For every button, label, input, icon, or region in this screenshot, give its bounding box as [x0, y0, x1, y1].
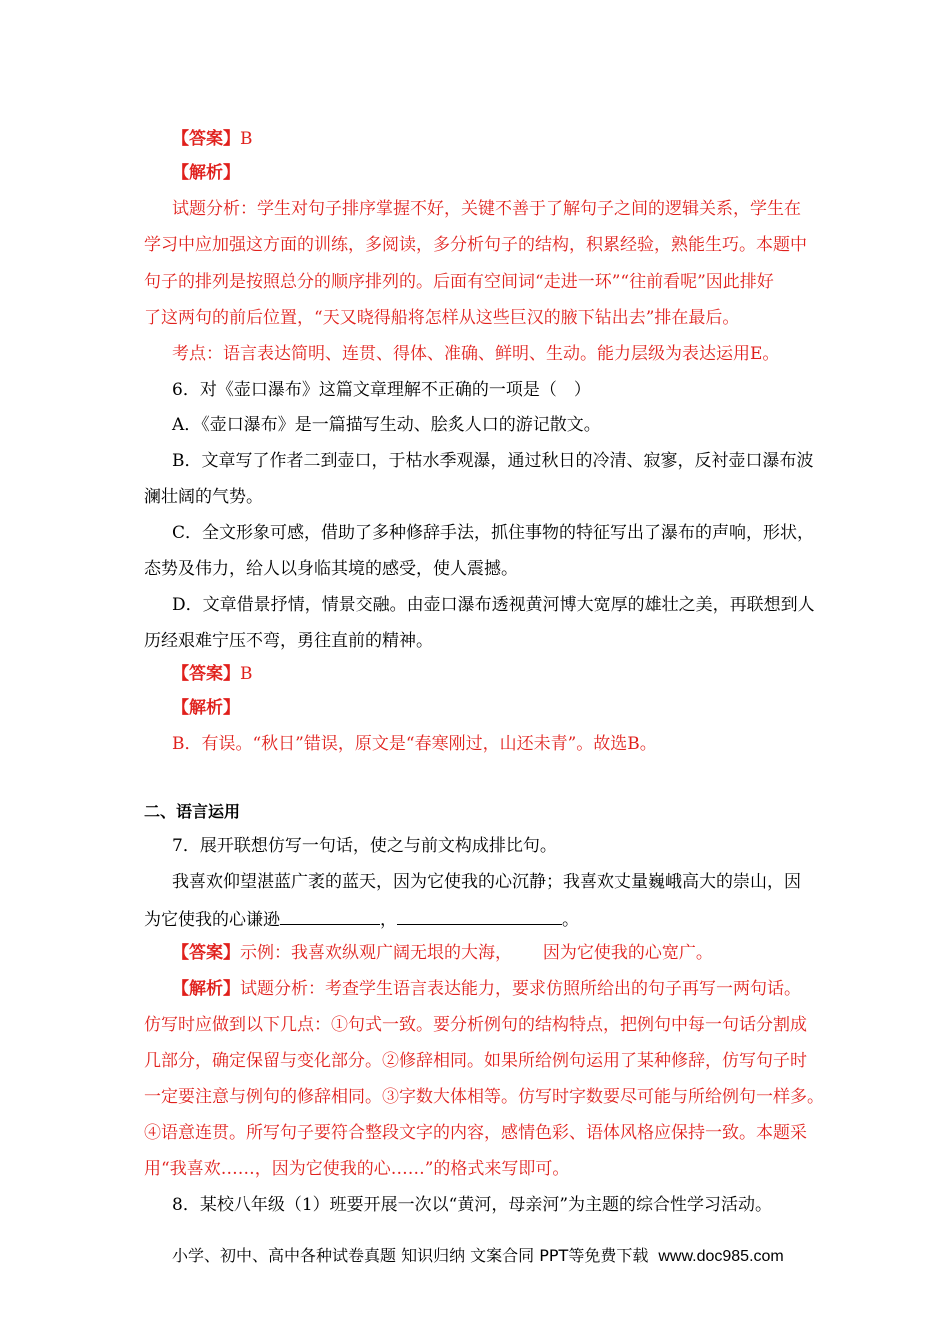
- q6-option-d-cont: 历经艰难宁压不弯，勇往直前的精神。: [144, 631, 433, 651]
- footer-url[interactable]: www.doc985.com: [658, 1248, 784, 1265]
- q7-analysis-line: ④语意连贯。所写句子要符合整段文字的内容，感情色彩、语体风格应保持一致。本题采: [144, 1123, 807, 1143]
- q6-option-d: D．文章借景抒情，情景交融。由壶口瀑布透视黄河博大宽厚的雄壮之美，再联想到人: [172, 595, 815, 615]
- q7-analysis-first: 【解析】试题分析：考查学生语言表达能力，要求仿照所给出的句子再写一两句话。: [172, 979, 801, 999]
- page-footer: [172, 1243, 784, 1266]
- q7-stem: 7．展开联想仿写一句话，使之与前文构成排比句。: [172, 836, 557, 856]
- q7-prompt-cont: 为它使我的心谦逊 ， 。: [144, 906, 579, 932]
- q6-stem: 6．对《壶口瀑布》这篇文章理解不正确的一项是（ ）: [172, 380, 591, 400]
- q6-option-b: B．文章写了作者二到壶口，于枯水季观瀑，通过秋日的冷清、寂寥，反衬壶口瀑布波: [172, 451, 814, 471]
- section-title: 二、语言运用: [144, 802, 241, 821]
- q5-analysis-tag: 【解析】: [172, 163, 240, 183]
- footer-text: 小学、初中、高中各种试卷真题 知识归纳 文案合同 PPT等免费下载: [172, 1246, 649, 1265]
- q5-answer-line: [172, 127, 253, 151]
- q6-analysis: B．有误。“秋日”错误，原文是“春寒刚过，山还未青”。故选B。: [172, 734, 657, 754]
- q7-prompt-line: 我喜欢仰望湛蓝广袤的蓝天，因为它使我的心沉静；我喜欢丈量巍峨高大的崇山，因: [172, 872, 801, 892]
- q7-answer-line: 【答案】示例：我喜欢纵观广阔无垠的大海， 因为它使我的心宽广。: [172, 943, 713, 963]
- q5-analysis-line: 句子的排列是按照总分的顺序排列的。后面有空间词“走进一环”“往前看呢”因此排好: [144, 272, 774, 292]
- answer-value: B: [240, 129, 253, 149]
- q6-option-c-cont: 态势及伟力，给人以身临其境的感受，使人震撼。: [144, 559, 518, 579]
- q6-option-b-cont: 澜壮阔的气势。: [144, 487, 263, 507]
- q7-analysis-line: 仿写时应做到以下几点：①句式一致。要分析例句的结构特点，把例句中每一句话分割成: [144, 1015, 807, 1035]
- q6-answer-line: 【答案】B: [172, 664, 253, 684]
- q7-analysis-line: 一定要注意与例句的修辞相同。③字数大体相等。仿写时字数要尽可能与所给例句一样多。: [144, 1087, 824, 1107]
- fill-blank-2[interactable]: [397, 906, 562, 925]
- q6-option-a: A．《壶口瀑布》是一篇描写生动、脍炙人口的游记散文。: [172, 415, 601, 435]
- answer-tag: 【答案】: [172, 129, 240, 149]
- q6-analysis-tag: 【解析】: [172, 698, 240, 718]
- q5-analysis-line: 了这两句的前后位置，“天又晓得船将怎样从这些巨汉的腋下钻出去”排在最后。: [144, 308, 740, 328]
- q7-analysis-line: 用“我喜欢……，因为它使我的心……”的格式来写即可。: [144, 1159, 570, 1179]
- q5-analysis-line: 学习中应加强这方面的训练，多阅读，多分析句子的结构，积累经验，熟能生巧。本题中: [144, 235, 807, 255]
- q8-stem: 8．某校八年级（1）班要开展一次以“黄河，母亲河”为主题的综合性学习活动。: [172, 1195, 773, 1215]
- fill-blank-1[interactable]: [280, 906, 380, 925]
- q6-option-c: C．全文形象可感，借助了多种修辞手法，抓住事物的特征写出了瀑布的声响，形状，: [172, 523, 815, 543]
- q5-analysis-line: 试题分析：学生对句子排序掌握不好，关键不善于了解句子之间的逻辑关系，学生在: [172, 199, 801, 219]
- q7-analysis-line: 几部分，确定保留与变化部分。②修辞相同。如果所给例句运用了某种修辞，仿写句子时: [144, 1051, 807, 1071]
- q5-kaodian: 考点：语言表达简明、连贯、得体、准确、鲜明、生动。能力层级为表达运用E。: [172, 344, 780, 364]
